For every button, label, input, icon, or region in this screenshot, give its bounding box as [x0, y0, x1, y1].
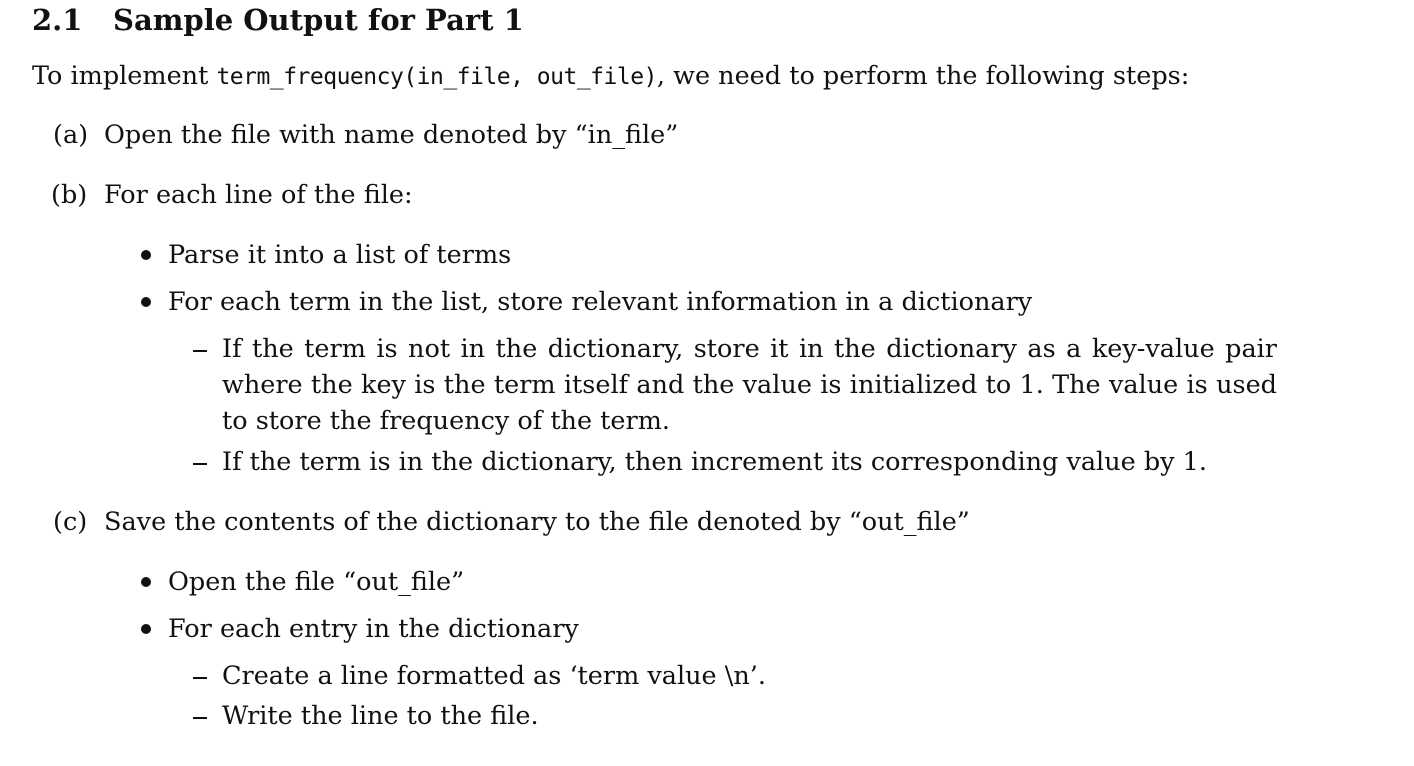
- step-b-text: For each line of the file:: [104, 180, 413, 210]
- intro-text-after: , we need to perform the following steps:: [656, 61, 1190, 91]
- section-number: 2.1: [32, 3, 83, 37]
- intro-paragraph: [32, 60, 1189, 93]
- section-title: Sample Output for Part 1: [113, 3, 524, 37]
- bullet-icon: [141, 577, 151, 587]
- step-a-text: Open the file with name denoted by “in_file”: [104, 120, 679, 150]
- step-b-bullet-1: Parse it into a list of terms: [168, 240, 512, 270]
- step-c-bullet-1: Open the file “out_file”: [168, 567, 465, 597]
- bullet-icon: [141, 297, 151, 307]
- step-b-label: (b): [51, 180, 88, 210]
- step-a-label: (a): [53, 120, 89, 150]
- step-c-text: Save the contents of the dictionary to the file denoted by “out_file”: [104, 507, 970, 537]
- bullet-icon: [141, 250, 151, 260]
- step-b-subitem-1: If the term is not in the dictionary, store it in the dictionary as a key-value pair where the key is the term itself and the value is initialized to 1. The value is used to store the frequency of the term.: [222, 334, 1277, 436]
- step-c-subitem-2: Write the line to the file.: [222, 701, 539, 731]
- intro-text-before: To implement: [32, 61, 217, 91]
- dash-icon: [193, 677, 207, 679]
- bullet-icon: [141, 624, 151, 634]
- section-heading: [32, 0, 524, 40]
- step-c-bullet-2: For each entry in the dictionary: [168, 614, 579, 644]
- step-b-bullet-2: For each term in the list, store relevant information in a dictionary: [168, 287, 1033, 317]
- dash-icon: [193, 463, 207, 465]
- step-c-label: (c): [53, 507, 88, 537]
- dash-icon: [193, 717, 207, 719]
- step-b-subitem-2: If the term is in the dictionary, then increment its corresponding value by 1.: [222, 447, 1207, 477]
- step-c-subitem-1: Create a line formatted as ‘term value \n’.: [222, 661, 766, 691]
- dash-icon: [193, 350, 207, 352]
- intro-code: term_frequency(in_file, out_file): [216, 64, 657, 90]
